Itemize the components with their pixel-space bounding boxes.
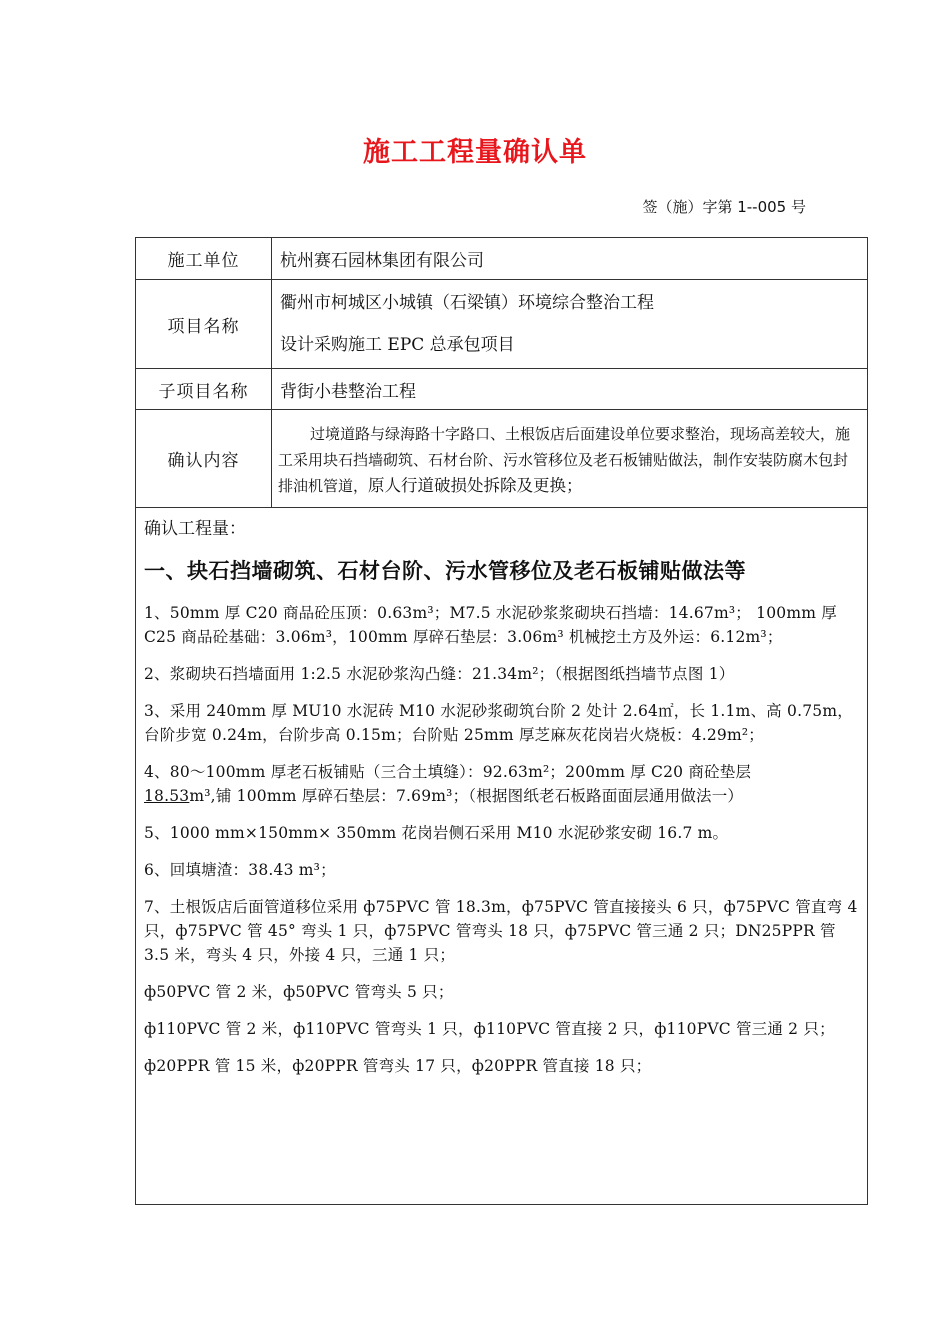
form-row-quantities — [136, 508, 868, 1205]
confirm-text-a: 过境道路与绿海路十字路口、土根饭店后面建设单位要求整治，现场高差较大，施工采用块石挡墙砌筑、石材台阶、污水管移位及老石板铺贴做法，制作安装防腐木包封排油机管道， — [278, 424, 851, 495]
project-line-1: 衢州市柯城区小城镇（石梁镇）环境综合整治工程 — [280, 293, 654, 313]
quantity-item-2: 2、浆砌块石挡墙面用 1:2.5 水泥砂浆沟凸缝：21.34m²；（根据图纸挡墙节点图 1） — [144, 665, 735, 683]
confirm-text-b: 原人行道破损处拆除及更换； — [368, 475, 583, 495]
project-line-2: 设计采购施工 EPC 总承包项目 — [280, 335, 515, 355]
unit-value: 杭州赛石园林集团有限公司 — [272, 238, 868, 280]
subproject-value: 背街小巷整治工程 — [272, 369, 868, 410]
quantity-item-9: ф110PVC 管 2 米，ф110PVC 管弯头 1 只，ф110PVC 管直接 2 只，ф110PVC 管三通 2 只； — [144, 1020, 835, 1038]
quantity-item-10: ф20PPR 管 15 米，ф20PPR 管弯头 17 只，ф20PPR 管直接 18 只； — [144, 1057, 652, 1075]
confirm-content — [272, 410, 868, 508]
quantity-item-4-a: 4、80～100mm 厚老石板铺贴（三合土填缝）：92.63m²；200mm 厚 C20 商砼垫层 — [144, 763, 752, 781]
quantity-item-8: ф50PVC 管 2 米，ф50PVC 管弯头 5 只； — [144, 983, 454, 1001]
quantities-heading: 确认工程量： — [144, 519, 246, 539]
confirm-text — [272, 419, 867, 499]
form-row-unit — [136, 238, 868, 280]
quantity-item-1: 1、50mm 厚 C20 商品砼压顶：0.63m³；M7.5 水泥砂浆浆砌块石挡墙：14.67m³； 100mm 厚 C25 商品砼基础：3.06m³，100mm 厚碎石垫层：3.06m³ 机械挖土方及外运：6.12m³； — [144, 604, 837, 646]
quantities-cell — [136, 508, 868, 1205]
quantity-item-3: 3、采用 240mm 厚 MU10 水泥砖 M10 水泥砂浆砌筑台阶 2 处计 2.64㎡，长 1.1m、高 0.75m，台阶步宽 0.24m，台阶步高 0.15m；台阶贴 25mm 厚芝麻灰花岗岩火烧板：4.29m²； — [144, 702, 853, 744]
quantity-item-4-b: m³,铺 100mm 厚碎石垫层：7.69m³；（根据图纸老石板路面面层通用做法一） — [189, 787, 744, 805]
form-row-project — [136, 280, 868, 369]
quantity-item-6: 6、回填塘渣：38.43 m³； — [144, 861, 336, 879]
quantity-item-4 — [144, 760, 859, 808]
quantity-item-4-underlined: 18.53 — [144, 787, 190, 805]
confirm-label: 确认内容 — [136, 410, 272, 508]
form-row-confirm — [136, 410, 868, 508]
section-title: 一、块石挡墙砌筑、石材台阶、污水管移位及老石板铺贴做法等 — [144, 559, 746, 583]
subproject-label: 子项目名称 — [136, 369, 272, 410]
form-row-subproject — [136, 369, 868, 410]
quantity-item-7: 7、土根饭店后面管道移位采用 ф75PVC 管 18.3m，ф75PVC 管直接接头 6 只，ф75PVC 管直弯 4 只，ф75PVC 管 45° 弯头 1 只，ф75PVC 管弯头 18 只，ф75PVC 管三通 2 只；DN25PPR 管 3.5 米，弯头 4 只，外接 4 只，三通 1 只； — [144, 898, 858, 964]
unit-label: 施工单位 — [136, 238, 272, 280]
serial-number: 签（施）字第 1--005 号 — [642, 198, 806, 216]
document-title: 施工工程量确认单 — [363, 137, 587, 168]
project-value — [272, 280, 868, 369]
confirmation-form — [135, 237, 868, 1205]
quantity-item-5: 5、1000 mm×150mm× 350mm 花岗岩侧石采用 M10 水泥砂浆安砌 16.7 m。 — [144, 824, 729, 842]
project-label: 项目名称 — [136, 280, 272, 369]
